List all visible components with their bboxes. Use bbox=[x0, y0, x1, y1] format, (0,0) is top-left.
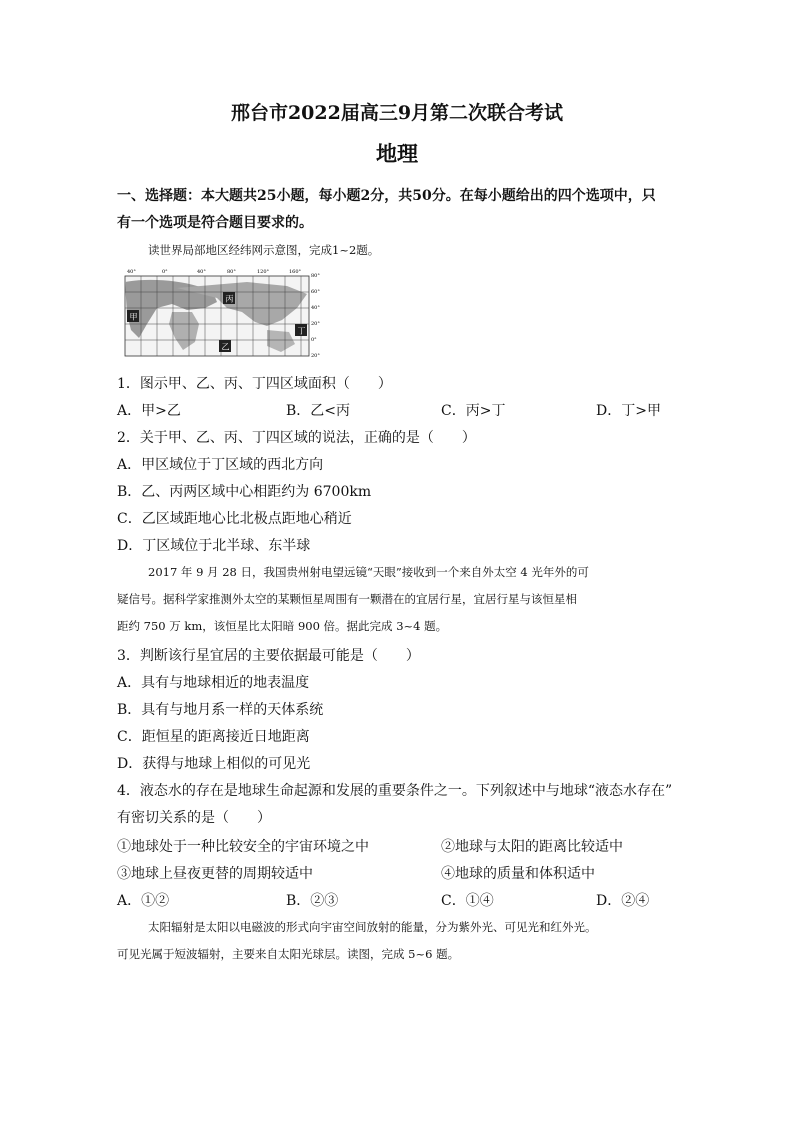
region-bing bbox=[223, 292, 235, 304]
intro-q3-4-line3: 距约 750 万 km，该恒星比太阳暗 900 倍。据此完成 3~4 题。 bbox=[117, 619, 448, 633]
q2-option-d[interactable]: D．丁区域位于北半球、东半球 bbox=[117, 538, 311, 554]
lat-label: 20° bbox=[311, 321, 320, 327]
exam-title: 邢台市2022届高三9月第二次联合考试 bbox=[230, 102, 564, 124]
region-yi bbox=[219, 340, 231, 352]
q3-stem: 3．判断该行星宜居的主要依据最可能是（ ） bbox=[117, 648, 420, 664]
q3-option-b[interactable]: B．具有与地月系一样的天体系统 bbox=[117, 702, 324, 718]
q3-option-c[interactable]: C．距恒星的距离接近日地距离 bbox=[117, 729, 310, 745]
q2-option-b[interactable]: B．乙、丙两区域中心相距约为 6700km bbox=[117, 484, 372, 500]
q2-option-c[interactable]: C．乙区域距地心比北极点距地心稍近 bbox=[117, 511, 352, 527]
q1-stem: 1．图示甲、乙、丙、丁四区域面积（ ） bbox=[117, 376, 392, 392]
q4-statement-2: ②地球与太阳的距离比较适中 bbox=[441, 839, 623, 855]
lat-label: 80° bbox=[311, 273, 320, 279]
svg-text:丁: 丁 bbox=[297, 326, 306, 336]
svg-text:丙: 丙 bbox=[225, 294, 234, 304]
lon-label: 40° bbox=[127, 269, 136, 275]
svg-text:甲: 甲 bbox=[129, 312, 138, 322]
q3-option-a[interactable]: A．具有与地球相近的地表温度 bbox=[117, 675, 310, 691]
section-instructions-line1: 一、选择题：本大题共25小题，每小题2分，共50分。在每小题给出的四个选项中，只 bbox=[117, 188, 656, 204]
region-jia bbox=[127, 310, 139, 322]
region-ding bbox=[295, 324, 307, 336]
q2-option-a[interactable]: A．甲区域位于丁区域的西北方向 bbox=[117, 457, 324, 473]
q4-option-c[interactable]: C．①④ bbox=[441, 893, 494, 909]
lon-label: 120° bbox=[257, 269, 270, 275]
lon-label: 40° bbox=[197, 269, 206, 275]
intro-q1-2: 读世界局部地区经纬网示意图，完成1~2题。 bbox=[148, 243, 380, 257]
svg-text:乙: 乙 bbox=[221, 342, 230, 352]
q4-statement-4: ④地球的质量和体积适中 bbox=[441, 866, 595, 882]
q4-option-d[interactable]: D．②④ bbox=[596, 893, 650, 909]
intro-q5-6-line2: 可见光属于短波辐射，主要来自太阳光球层。读图，完成 5~6 题。 bbox=[117, 947, 460, 961]
subject-title: 地理 bbox=[376, 141, 418, 166]
q1-option-c[interactable]: C．丙>丁 bbox=[441, 403, 506, 419]
q4-option-b[interactable]: B．②③ bbox=[286, 893, 339, 909]
lat-label: 40° bbox=[311, 305, 320, 311]
q1-option-b[interactable]: B．乙<丙 bbox=[286, 403, 351, 419]
q4-stem-line1: 4．液态水的存在是地球生命起源和发展的重要条件之一。下列叙述中与地球“液态水存在” bbox=[117, 783, 673, 799]
intro-q3-4-line1: 2017 年 9 月 28 日，我国贵州射电望远镜“天眼”接收到一个来自外太空 4 光年外的可 bbox=[148, 565, 589, 579]
q4-option-a[interactable]: A．①② bbox=[117, 893, 170, 909]
lon-label: 80° bbox=[227, 269, 236, 275]
section-instructions-line2: 有一个选项是符合题目要求的。 bbox=[117, 215, 313, 231]
q1-option-d[interactable]: D．丁>甲 bbox=[596, 403, 661, 419]
world-grid-map bbox=[117, 268, 327, 358]
lon-label: 0° bbox=[162, 269, 168, 275]
lat-label: 60° bbox=[311, 289, 320, 295]
lat-label: 20° bbox=[311, 353, 320, 359]
intro-q5-6-line1: 太阳辐射是太阳以电磁波的形式向宇宙空间放射的能量，分为紫外光、可见光和红外光。 bbox=[148, 920, 597, 934]
q2-stem: 2．关于甲、乙、丙、丁四区域的说法，正确的是（ ） bbox=[117, 430, 476, 446]
q1-option-a[interactable]: A．甲>乙 bbox=[117, 403, 181, 419]
lon-label: 160° bbox=[289, 269, 302, 275]
q4-stem-line2: 有密切关系的是（ ） bbox=[117, 810, 271, 826]
q3-option-d[interactable]: D．获得与地球上相似的可见光 bbox=[117, 756, 311, 772]
intro-q3-4-line2: 疑信号。据科学家推测外太空的某颗恒星周围有一颗潜在的宜居行星，宜居行星与该恒星相 bbox=[117, 592, 577, 606]
q4-statement-3: ③地球上昼夜更替的周期较适中 bbox=[117, 866, 313, 882]
q4-statement-1: ①地球处于一种比较安全的宇宙环境之中 bbox=[117, 839, 369, 855]
lat-label: 0° bbox=[311, 337, 317, 343]
